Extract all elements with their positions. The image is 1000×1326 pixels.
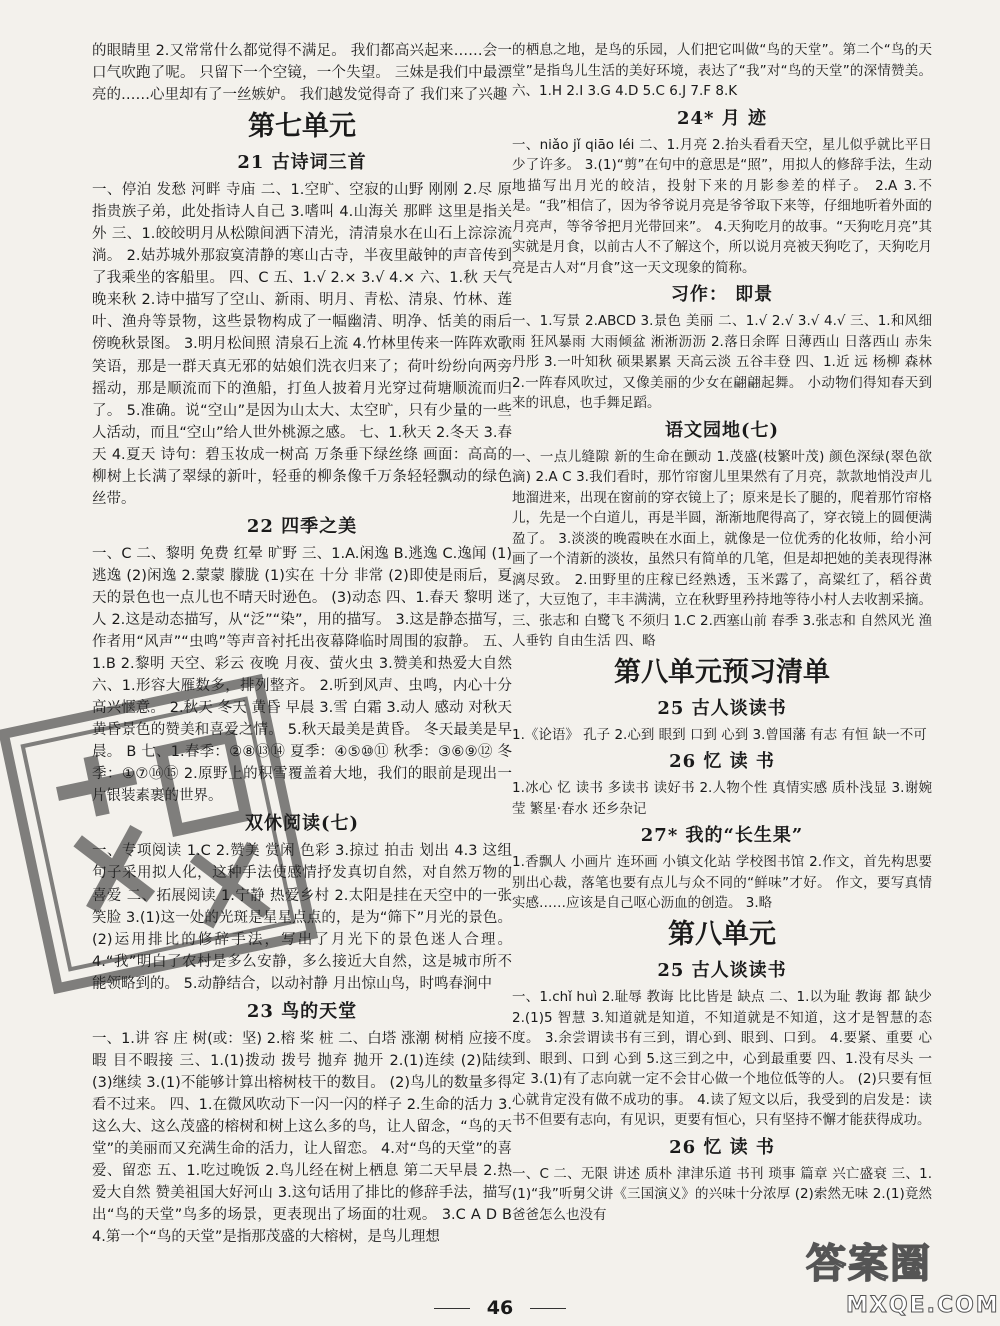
watermark-logo-text: 答案圈 bbox=[806, 1241, 932, 1287]
answer-paragraph: 一、1.写景 2.ABCD 3.景色 美丽 二、1.√ 2.√ 3.√ 4.√ 三、1.和风细雨 狂风暴雨 大雨倾盆 淅淅沥沥 2.落日余晖 日薄西山 日落西山 赤朱丹彤 3.一叶知秋 硕果累累 天高云淡 五谷丰登 四、1.近 远 杨柳 森林 2.一阵春风吹过，又像美丽的少女在翩翩起舞。 小动物们得知春天到来的讯息，也手舞足蹈。 bbox=[512, 313, 932, 412]
page-footer bbox=[0, 1296, 1000, 1320]
right-column bbox=[512, 40, 932, 1225]
lesson-heading: 双休阅读(七) bbox=[244, 813, 360, 835]
lesson-heading: 26 忆 读 书 bbox=[669, 751, 775, 773]
answer-paragraph: 的栖息之地，是鸟的乐园，人们把它叫做“鸟的天堂”。第二个“鸟的天堂”是指鸟儿生活的美好环境，表达了“我”对“鸟的天堂”的深情赞美。 六、1.H 2.I 3.G 4.D 5.C 6.J 7.F 8.K bbox=[512, 42, 932, 100]
left-column bbox=[92, 40, 512, 1248]
lesson-heading: 25 古人谈读书 bbox=[657, 959, 787, 981]
unit-heading: 第八单元预习清单 bbox=[614, 656, 830, 688]
footer-dash-right bbox=[530, 1308, 566, 1309]
answer-paragraph: 1.香飘人 小画片 连环画 小镇文化站 学校图书馆 2.作文，首先构思要别出心裁，落笔也要有点儿与众不同的“鲜味”才好。 作文，要写真情实感……应该是自己呕心沥血的创造。 3.略 bbox=[512, 854, 932, 912]
lesson-heading: 习作： 即景 bbox=[670, 284, 774, 306]
lesson-heading: 语文园地(七) bbox=[664, 419, 780, 441]
unit-heading: 第七单元 bbox=[248, 111, 356, 143]
lesson-heading: 27* 我的“长生果” bbox=[640, 825, 804, 847]
footer-dash-left bbox=[434, 1308, 470, 1309]
answer-paragraph: 一、1.chǐ huì 2.耻辱 教诲 比比皆是 缺点 二、1.以为耻 教诲 都 缺少 2.(1)5 智慧 3.知道就是知道，不知道就是不知道，这才是智慧的态度。 3.余尝谓读书有三到，谓心到、眼到、口到。 4.要紧、重要 心到、眼到、口到 心到 5.这三到之中，心到最重要 四、1.没有尽头 一定 3.(1)有了志向就一定不会甘心做一个地位低等的人。 (2)只要有恒心就肯定没有做不成功的事。 4.读了短文以后，我受到的启发是：读书不但要有志向，有见识，更要有恒心，只有坚持不懈才能获得成功。 bbox=[512, 988, 932, 1129]
watermark-url-text: MXQE.COM bbox=[846, 1293, 1000, 1318]
answer-paragraph: 一、1.讲 容 庄 树(或：坚) 2.榕 桨 桩 二、白塔 涨潮 树梢 应接不暇 目不暇接 三、1.(1)拨动 拨号 抛弃 抛开 2.(1)连续 (2)陆续 (3)继续 3.(1)不能够计算出榕树枝干的数目。 (2)鸟儿的数量多得看不过来。 四、1.在微风吹动下一闪一闪的样子 2.生命的活力 3.这么大、这么茂盛的榕树和树上这么多的鸟，让人留念，“鸟的天堂”的美丽而又充满生命的活力，让人留恋。 4.对“鸟的天堂”的喜爱、留恋 五、1.吃过晚饭 2.鸟儿经在树上栖息 第二天早晨 2.热爱大自然 赞美祖国大好河山 3.这句话用了排比的修辞手法，描写出“鸟的天堂”鸟多的场景，更表现出了场面的壮观。 3.C A D B 4.第一个“鸟的天堂”是指那茂盛的大榕树，是鸟儿理想 bbox=[92, 1030, 512, 1246]
answer-paragraph: 一、niǎo jǐ qiāo léi 二、1.月亮 2.抬头看看天空，星儿似乎就比平日少了许多。 3.(1)“剪”在句中的意思是“照”，用拟人的修辞手法，生动地描写出月光的皎洁，投射下来的月影参差的样子。 2.A 3.不是。“我”相信了，因为爷爷说月亮是爷爷取下来等，仔细地听着外面的月亮声，等爷爷把月光带回来”。 4.天狗吃月的故事。“天狗吃月亮”其实就是月食，以前古人不了解这个，所以说月亮被天狗吃了，天狗吃月亮是古人对“月食”这一天文现象的简称。 bbox=[512, 136, 932, 276]
answer-paragraph: 一、一点儿缝隙 新的生命在颤动 1.茂盛(枝繁叶茂) 颜色深绿(翠色欲滴) 2.A C 3.我们看时，那竹帘窗儿里果然有了月亮，款款地悄没声儿地溜进来，出现在窗前的穿衣镜上了；原来是长了腿的，爬着那竹帘格儿，先是一个白道儿，再是半圆，渐渐地爬得高了，穿衣镜上的圆便满盈了。 3.淡淡的晚霞映在水面上，就像是一位优秀的化妆师，给小河画了一个清新的淡妆，虽然只有简单的几笔，但是却把她的美表现得淋漓尽致。 2.田野里的庄稼已经熟透，玉米露了，高粱红了，稻谷黄了，大豆饱了，丰丰满满，立在秋野里矜持地等待小村人去收割采摘。 三、张志和 白鹭飞 不须归 1.C 2.西塞山前 春季 3.张志和 自然风光 渔人垂钓 自由生活 四、略 bbox=[512, 448, 932, 650]
answer-paragraph: 1.《论语》 孔子 2.心到 眼到 口到 心到 3.曾国藩 有志 有恒 缺一不可 bbox=[512, 726, 927, 743]
lesson-heading: 22 四季之美 bbox=[246, 515, 358, 537]
answer-paragraph: 1.冰心 忆 读书 多读书 读好书 2.人物个性 真情实感 质朴浅显 3.谢婉莹 繁星·春水 还乡杂记 bbox=[512, 780, 932, 817]
unit-heading: 第八单元 bbox=[668, 918, 776, 950]
answer-paragraph: 一、C 二、黎明 免费 红晕 旷野 三、1.A.闲逸 B.逃逸 C.逸闻 (1)逃逸 (2)闲逸 2.蒙蒙 朦胧 (1)实在 十分 非常 (2)即使是雨后，夏天的景色也一点儿也不晴天时逊色。 (3)动态 四、1.春天 黎明 迷人 2.这是动态描写，从“泛”“染”，用的描写。 3.这是静态描写，作者用“风声”“虫鸣”等声音衬托出夜幕降临时周围的寂静。 五、1.B 2.黎明 天空、彩云 夜晚 月夜、萤火虫 3.赞美和热爱大自然 六、1.形容大雁数多，排列整齐。 2.听到风声、虫鸣，内心十分高兴惬意。 2.秋天 冬天 黄昏 早晨 3.雪 白霜 3.动人 感动 对秋天黄昏景色的赞美和喜爱之情。 5.秋天最美是黄昏。 冬天最美是早晨。 B 七、1.春季：②⑧⑬⑭ 夏季：④⑤⑩⑪ 秋季：③⑥⑨⑫ 冬季：①⑦⑯⑮ 2.原野上的积雪覆盖着大地，我们的眼前是现出一片银装素裹的世界。 bbox=[92, 545, 512, 805]
lesson-heading: 21 古诗词三首 bbox=[237, 152, 367, 174]
lesson-heading: 24* 月 迹 bbox=[677, 107, 767, 129]
answer-paragraph: 的眼睛里 2.又常常什么都觉得不满足。 我们都高兴起来……会一口气吹跑了呢。 只留下一个空镜，一个失望。 三妹是我们中最漂亮的……心里却有了一丝嫉妒。 我们越发觉得奇了 我们来了兴趣 bbox=[92, 43, 512, 104]
page-number: 46 bbox=[486, 1297, 514, 1319]
lesson-heading: 25 古人谈读书 bbox=[657, 697, 787, 719]
lesson-heading: 26 忆 读 书 bbox=[669, 1136, 775, 1158]
answer-paragraph: 一、专项阅读 1.C 2.赞美 赏闲 色彩 3.掠过 拍击 划出 4.3 这组句子采用拟人化，这种手法使感情抒发真切自然，对自然万物的喜爱 二、拓展阅读 1.宁静 热爱乡村 2.太阳是挂在天空中的一张笑脸 3.(1)这一处的光斑是星星点点的，是为“筛下”月光的景色。 (2)运用排比的修辞手法，写出了月光下的景色迷人合理。 4.“我”明白了农村是多么安静，多么接近大自然，这是城市所不能领略到的。 5.动静结合，以动衬静 月出惊山鸟，时鸣春涧中 bbox=[92, 843, 512, 992]
answer-paragraph: 一、停泊 发愁 河畔 寺庙 二、1.空旷、空寂的山野 刚刚 2.尽 原指贵族子弟，此处指诗人自己 3.嗜叫 4.山海关 那畔 这里是指关外 三、1.皎皎明月从松隙间洒下清光，清清泉水在山石上淙淙流淌。 2.姑苏城外那寂寞清静的寒山古寺，半夜里敲钟的声音传到了我乘坐的客船里。 四、C 五、1.√ 2.× 3.√ 4.× 六、1.秋 天气晚来秋 2.诗中描写了空山、新雨、明月、青松、清泉、竹林、莲叶、渔舟等景物，这些景物构成了一幅幽清、明净、恬美的雨后傍晚秋景图。 3.明月松间照 清泉石上流 4.竹林里传来一阵阵欢歌笑语，那是一群天真无邪的姑娘们洗衣归来了；荷叶纷纷向两旁摇动，那是顺流而下的渔船，打鱼人披着月光穿过荷塘顺流而归了。 5.准确。说“空山”是因为山太大、太空旷，只有少量的一些人活动，而且“空山”给人世外桃源之感。 七、1.秋天 2.冬天 3.春天 4.夏天 诗句：碧玉妆成一树高 万条垂下绿丝绦 画面：高高的柳树上长满了翠绿的新叶，轻垂的柳条像千万条轻轻飘动的绿色丝带。 bbox=[92, 182, 512, 507]
answer-paragraph: 一、C 二、无限 讲述 质朴 津津乐道 书刊 琐事 篇章 兴亡盛衰 三、1.(1)“我”听舅父讲《三国演义》的兴味十分浓厚 (2)索然无味 2.(1)竟然 爸爸怎么也没有 bbox=[512, 1165, 932, 1223]
lesson-heading: 23 鸟的天堂 bbox=[246, 1000, 358, 1022]
